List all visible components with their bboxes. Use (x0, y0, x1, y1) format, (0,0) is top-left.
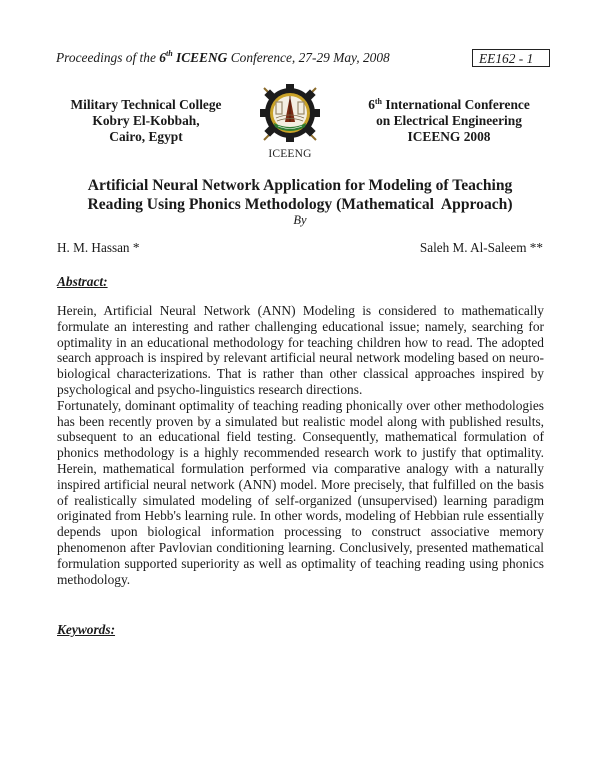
affiliation-right-line2: on Electrical Engineering (376, 113, 522, 128)
abstract-paragraph-2: Fortunately, dominant optimality of teaching reading phonically over other methodologies has been recently proven by a simulated but realistic model along with published results, subsequent to an educational field testing. Consequently, mathematical formulation of phonics methodology is a highly recommended research work to justify that optimality. Herein, mathematical formulation performed via comparative analogy with a naturally inspired artificial neural network (ANN) model. More precisely, that fulfilled on the basis of realistically simulated modeling of self-organized (unsupervised) learning paradigm originated from Hebb's learning rule. In other words, modeling of Hebbian rule essentially depends upon biological information processing to construct associative memory phenomenon after Pavlovian conditioning learning. Conclusively, presented mathematical formulation supported superiority as well as optimality of teaching reading using phonics methodology. (57, 397, 544, 587)
page-code-box: EE162 - 1 (472, 49, 550, 67)
abstract-paragraph-1: Herein, Artificial Neural Network (ANN) Modeling is considered to mathematically formulate an interesting and rather challenging educational issue; namely, searching for optimality in an educational methodology for teaching children how to read. The adopted search approach is inspired by relevant artificial neural network modeling based on neuro-biological characterizations. That is rather than other classical approaches inspired by psychological and psycho-linguistics research directions. (57, 303, 544, 397)
running-header-acronym: ICEENG (172, 50, 228, 65)
running-header-suffix: Conference, 27-29 May, 2008 (227, 50, 390, 65)
affiliation-left-line3: Cairo, Egypt (109, 129, 183, 144)
affiliation-right-line1-text: International Conference (382, 97, 530, 112)
gear-emblem-icon (258, 82, 322, 146)
conference-logo (258, 82, 322, 160)
running-header-ordinal: 6 (159, 50, 166, 65)
keywords-heading: Keywords: (57, 622, 116, 637)
affiliation-right-line3: ICEENG 2008 (407, 129, 491, 144)
author-2: Saleh M. Al-Saleem ** (419, 240, 543, 255)
affiliation-right-line1 (348, 97, 550, 113)
running-header-prefix: Proceedings of the (56, 50, 160, 65)
by-line: By (293, 213, 307, 227)
affiliation-right-ordinal-suffix: th (374, 97, 383, 106)
running-header (56, 50, 390, 66)
running-header-ordinal-suffix: th (165, 49, 173, 58)
affiliation-left-line2: Kobry El-Kobbah, (92, 113, 200, 128)
paper-title (40, 176, 560, 214)
affiliation-right-ordinal: 6 (368, 97, 375, 112)
abstract-body (57, 303, 544, 587)
affiliation-left (52, 97, 240, 145)
paper-title-line1: Artificial Neural Network Application for Modeling of Teaching (87, 177, 513, 194)
affiliation-left-line1: Military Technical College (70, 97, 222, 112)
logo-label: ICEENG (268, 148, 312, 160)
affiliation-right (348, 97, 550, 145)
paper-title-line2: Reading Using Phonics Methodology (Mathematical Approach) (87, 196, 513, 213)
author-1: H. M. Hassan * (57, 240, 140, 255)
abstract-heading: Abstract: (57, 274, 108, 289)
